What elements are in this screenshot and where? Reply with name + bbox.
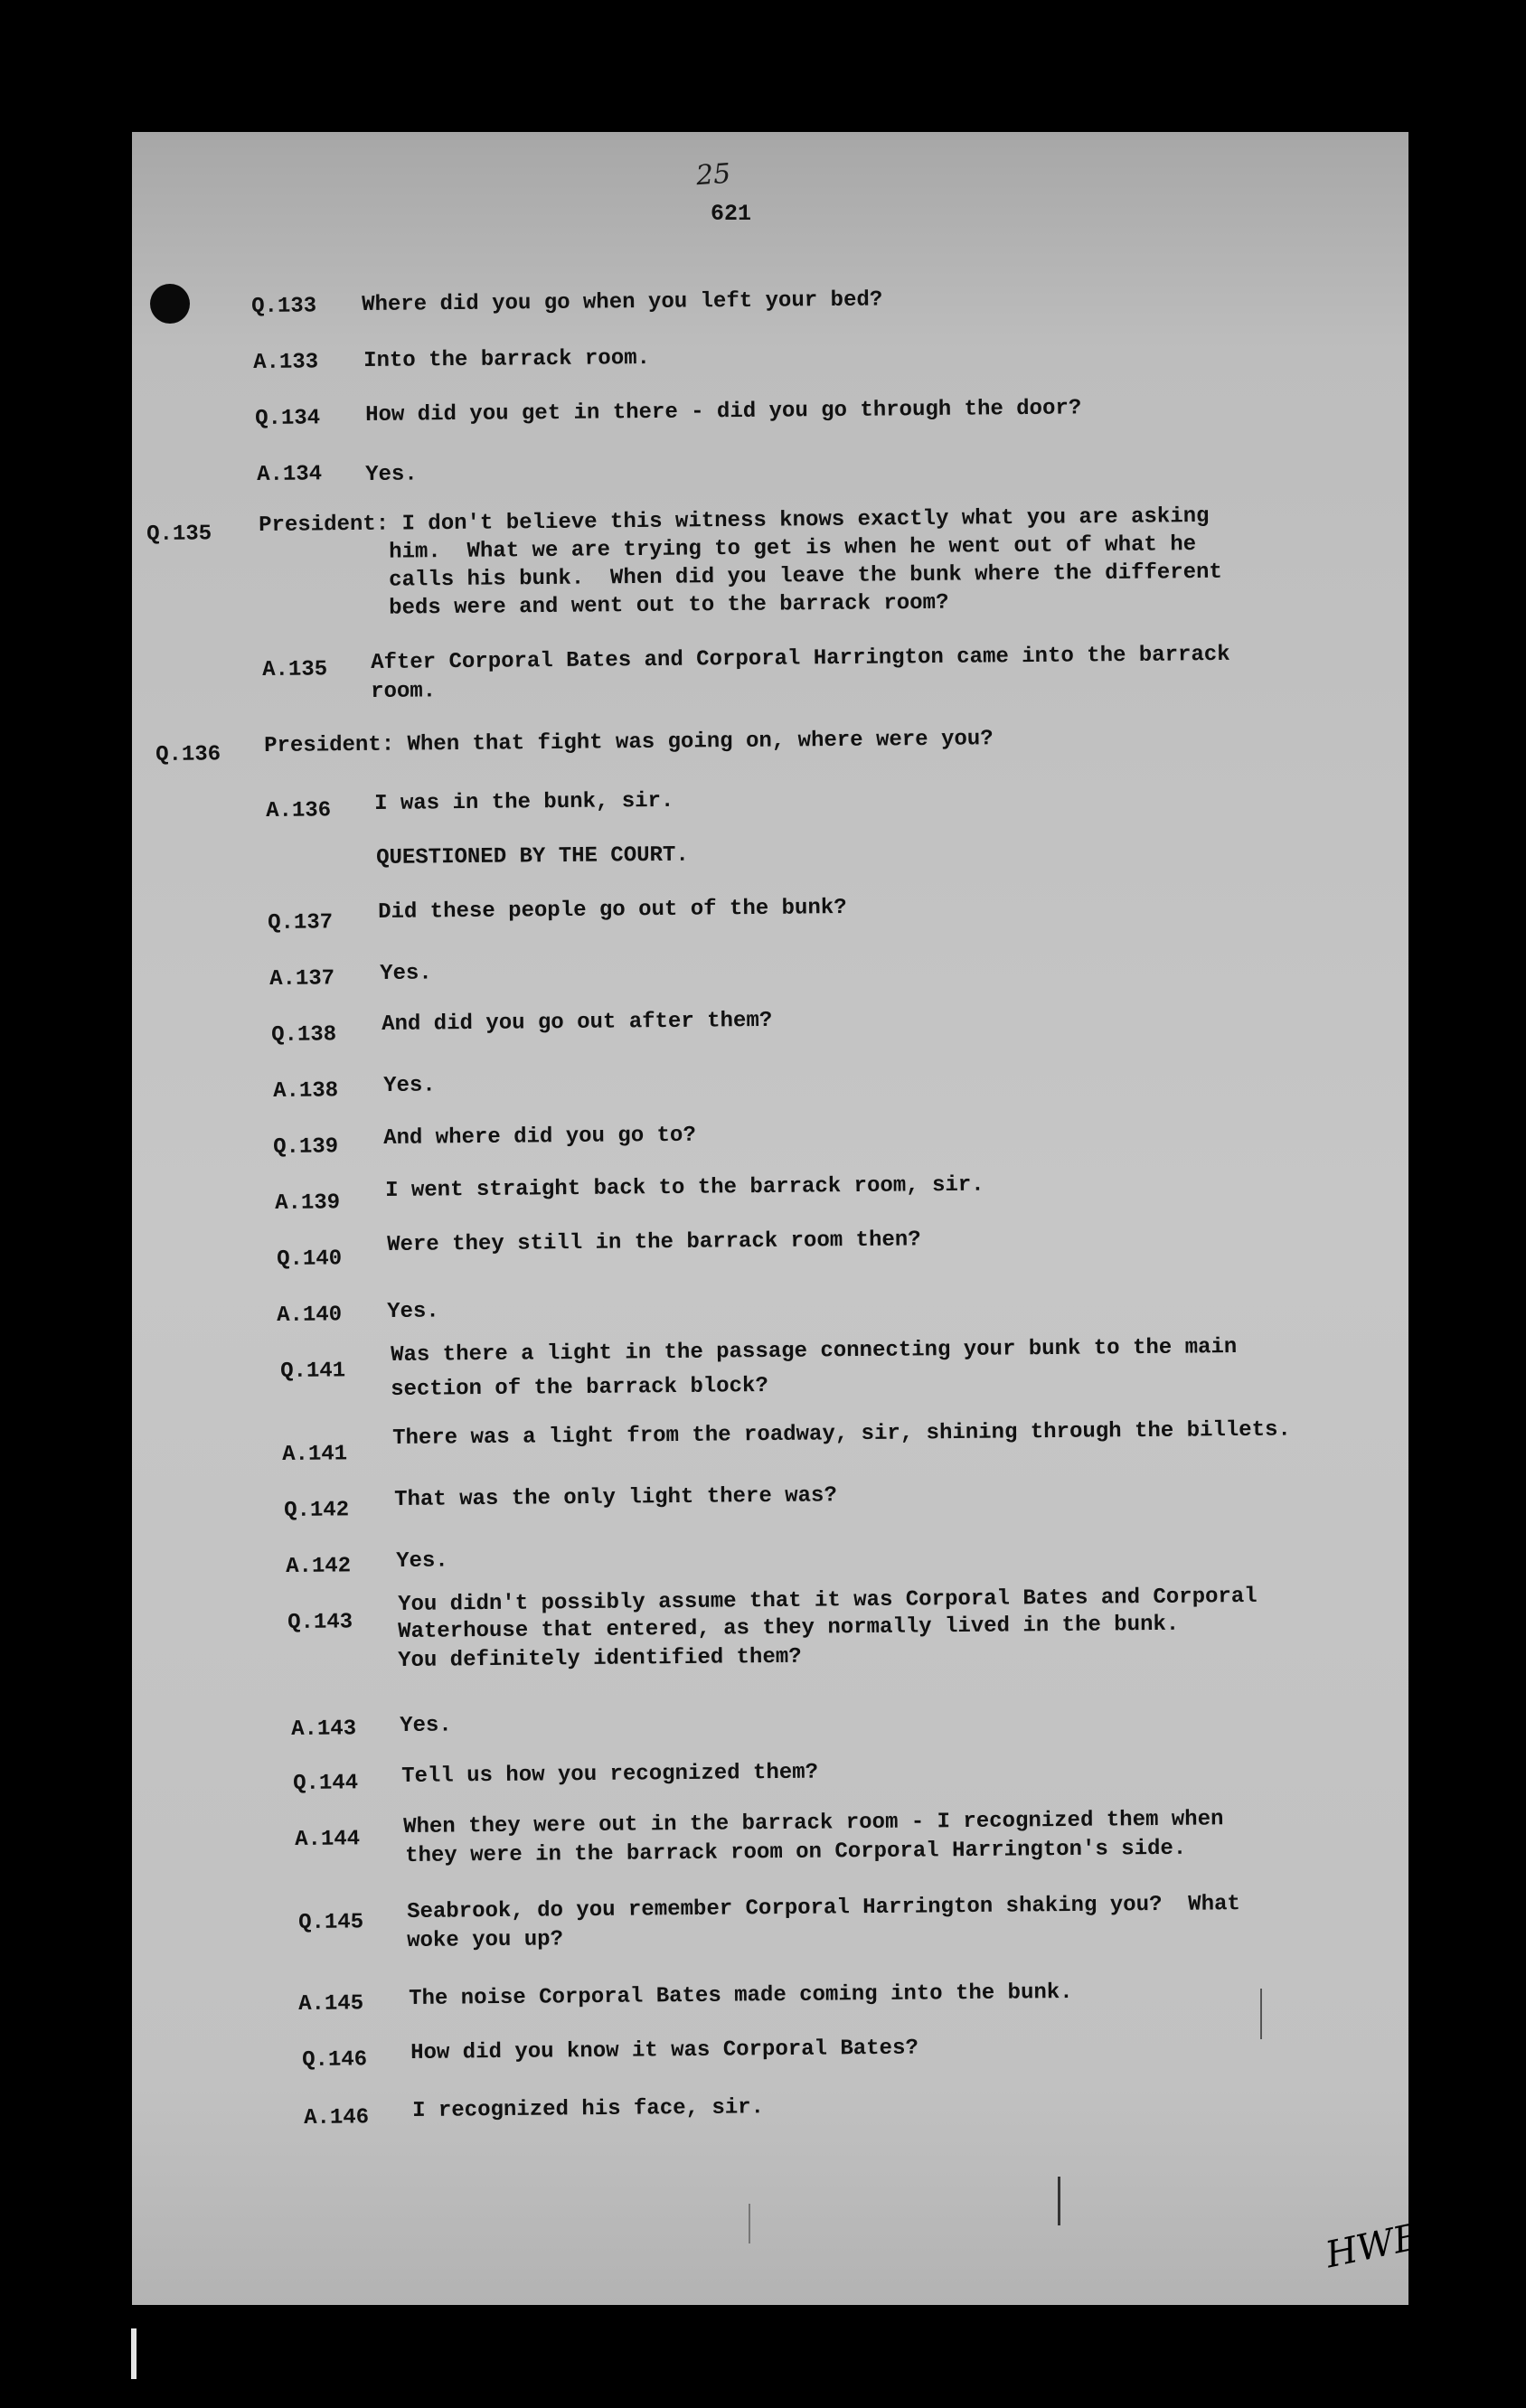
film-edge-mark bbox=[131, 2328, 137, 2379]
entry-text: That was the only light there was? bbox=[394, 1483, 837, 1512]
entry-number: A.136 bbox=[266, 798, 332, 823]
entry-text: Yes. bbox=[380, 961, 432, 986]
entry-number: Q.139 bbox=[273, 1134, 339, 1160]
entry-text: After Corporal Bates and Corporal Harrington came into the barrack bbox=[371, 642, 1230, 675]
entry-text: And where did you go to? bbox=[383, 1123, 696, 1151]
entry-text: woke you up? bbox=[407, 1927, 564, 1953]
entry-text: Waterhouse that entered, as they normally lived in the bunk. bbox=[398, 1612, 1180, 1644]
entry-text: You didn't possibly assume that it was Corporal Bates and Corporal bbox=[398, 1584, 1258, 1617]
document-page bbox=[132, 132, 1408, 2305]
entry-text: You definitely identified them? bbox=[398, 1644, 802, 1673]
entry-text: section of the barrack block? bbox=[391, 1373, 768, 1402]
entry-number: Q.136 bbox=[155, 742, 221, 767]
entry-number: Q.143 bbox=[287, 1610, 353, 1635]
entry-number: A.142 bbox=[286, 1554, 352, 1579]
entry-number: A.141 bbox=[282, 1442, 348, 1467]
entry-number: Q.140 bbox=[277, 1246, 343, 1272]
pen-mark bbox=[749, 2204, 750, 2243]
entry-text: I went straight back to the barrack room, sir. bbox=[385, 1172, 984, 1203]
entry-number: A.140 bbox=[277, 1303, 343, 1328]
entry-text: Yes. bbox=[400, 1713, 452, 1738]
entry-text: When they were out in the barrack room - I recognized them when bbox=[403, 1807, 1224, 1839]
entry-text: I recognized his face, sir. bbox=[412, 2095, 765, 2123]
entry-text: President: When that fight was going on, where were you? bbox=[264, 727, 994, 758]
entry-text: There was a light from the roadway, sir, shining through the billets. bbox=[392, 1417, 1291, 1451]
entry-text: room. bbox=[371, 679, 437, 704]
handwritten-initials: HWB bbox=[1322, 2215, 1425, 2277]
entry-number: A.143 bbox=[291, 1717, 357, 1742]
entry-text: Were they still in the barrack room then? bbox=[387, 1228, 921, 1257]
entry-text: Yes. bbox=[365, 462, 418, 487]
entry-text: they were in the barrack room on Corporal Harrington's side. bbox=[405, 1836, 1187, 1868]
entry-number: Q.145 bbox=[298, 1910, 364, 1935]
entry-text: Yes. bbox=[387, 1299, 439, 1324]
entry-number: Q.134 bbox=[255, 406, 321, 431]
entry-number: Q.141 bbox=[280, 1359, 346, 1384]
entry-text: Tell us how you recognized them? bbox=[401, 1760, 819, 1789]
entry-text: How did you get in there - did you go through the door? bbox=[365, 396, 1082, 428]
entry-text: Seabrook, do you remember Corporal Harrington shaking you? What bbox=[407, 1892, 1240, 1924]
entry-text: How did you know it was Corporal Bates? bbox=[410, 2036, 918, 2065]
entry-number: A.144 bbox=[295, 1827, 361, 1852]
entry-text: President: I don't believe this witness knows exactly what you are asking bbox=[259, 503, 1210, 538]
entry-text: Yes. bbox=[383, 1073, 436, 1098]
entry-number: A.133 bbox=[253, 350, 319, 375]
entry-number: Q.135 bbox=[146, 522, 212, 547]
pen-mark bbox=[1058, 2177, 1060, 2225]
entry-text: And did you go out after them? bbox=[382, 1008, 773, 1037]
page-number: 25 bbox=[694, 157, 732, 193]
entry-text: Yes. bbox=[396, 1548, 448, 1574]
entry-text: beds were and went out to the barrack room? bbox=[259, 590, 949, 622]
pen-mark bbox=[1260, 1989, 1262, 2039]
punch-hole bbox=[150, 284, 190, 324]
entry-number: A.138 bbox=[273, 1078, 339, 1104]
entry-text: The noise Corporal Bates made coming into the bunk. bbox=[409, 1980, 1073, 2011]
entry-number: A.135 bbox=[262, 657, 328, 682]
entry-number: Q.137 bbox=[268, 910, 334, 936]
folio-number: 621 bbox=[711, 201, 752, 227]
entry-number: A.134 bbox=[257, 462, 323, 487]
section-heading: QUESTIONED BY THE COURT. bbox=[376, 842, 689, 870]
entry-number: Q.146 bbox=[302, 2047, 368, 2073]
entry-number: A.146 bbox=[304, 2105, 370, 2131]
entry-number: A.145 bbox=[298, 1991, 364, 2017]
entry-text: Was there a light in the passage connecting your bunk to the main bbox=[391, 1335, 1238, 1368]
entry-number: Q.142 bbox=[284, 1498, 350, 1523]
entry-number: A.137 bbox=[269, 966, 335, 992]
entry-text: I was in the bunk, sir. bbox=[374, 788, 674, 816]
entry-number: Q.133 bbox=[251, 294, 317, 319]
entry-text: Where did you go when you left your bed? bbox=[362, 287, 883, 317]
entry-number: A.139 bbox=[275, 1190, 341, 1216]
entry-text: Did these people go out of the bunk? bbox=[378, 896, 847, 925]
entry-number: Q.144 bbox=[293, 1771, 359, 1796]
entry-text: him. What we are trying to get is when he went out of what he bbox=[259, 532, 1197, 566]
entry-number: Q.138 bbox=[271, 1022, 337, 1048]
entry-text: calls his bunk. When did you leave the bunk where the different bbox=[259, 560, 1223, 594]
entry-text: Into the barrack room. bbox=[363, 345, 651, 373]
